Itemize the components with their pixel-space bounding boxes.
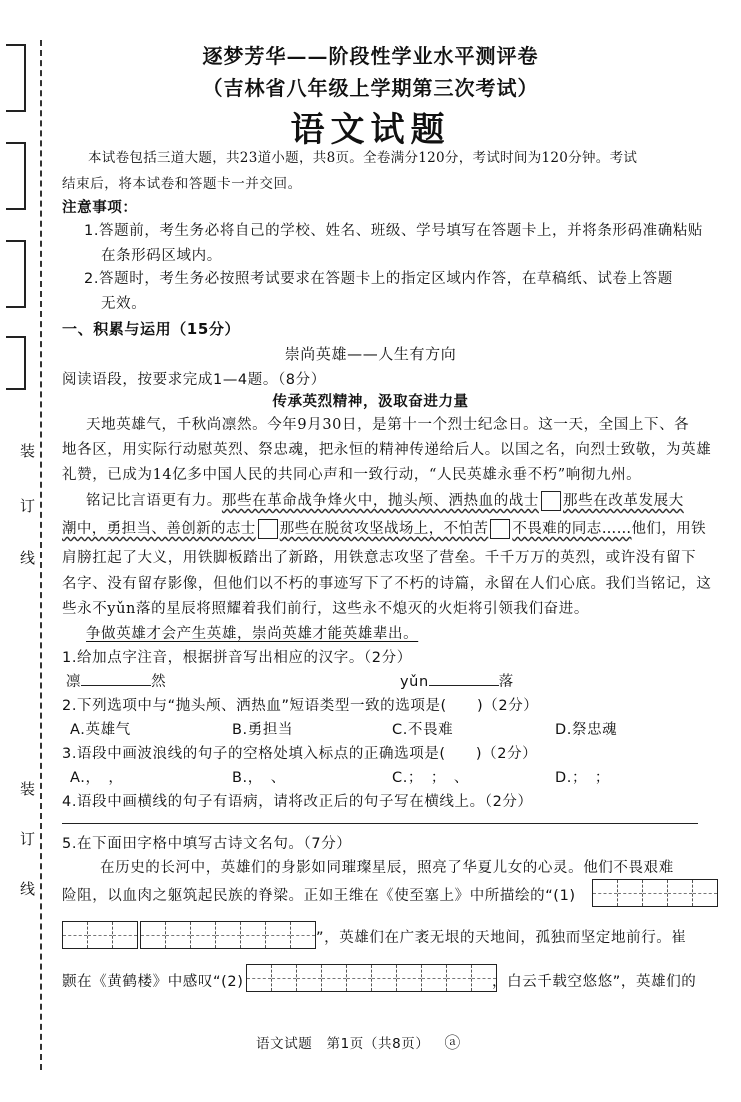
- grid-cell[interactable]: [272, 965, 297, 991]
- passage-line: 礼赞，已成为14亿多中国人民的共同心声和一致行动，“人民英雄永垂不朽”响彻九州。: [62, 467, 642, 483]
- blank-box: [490, 519, 510, 539]
- passage-line: 地各区，用实际行动慰英烈、祭忠魂，把永恒的精神传递给后人。以国之名，向烈士致敬，为英雄: [62, 442, 712, 458]
- blank-box: [258, 519, 278, 539]
- q5-text-line: 险阻，以血肉之躯筑起民族的脊梁。正如王维在《使至塞上》中所描绘的“(1): [62, 888, 576, 904]
- grid-cell[interactable]: [291, 922, 315, 948]
- binding-bracket: [6, 142, 26, 210]
- passage-line: 肩膀扛起了大义，用铁脚板踏出了新路，用铁意志攻坚了营垒。千千万万的英烈，或许没有留下: [62, 550, 697, 566]
- q1-item-b-pinyin: yǔn: [400, 674, 429, 690]
- passage-title: 传承英烈精神，汲取奋进力量: [272, 394, 469, 410]
- intro-line: 本试卷包括三道大题，共23道小题，共8页。全卷满分120分，考试时间为120分钟。考试: [88, 150, 638, 166]
- reading-instruction: 阅读语段，按要求完成1—4题。（8分）: [62, 372, 326, 388]
- page-title: 语文试题: [290, 110, 451, 150]
- grid-cell[interactable]: [216, 922, 241, 948]
- passage-text: 铭记比言语更有力。: [86, 493, 222, 509]
- page-footer: [256, 1030, 461, 1053]
- q3-option: A.， ，: [70, 770, 124, 786]
- passage-line: 些永不yǔn落的星辰将照耀着我们前行，这些永不熄灭的火炬将引领我们奋进。: [62, 601, 589, 617]
- theme-title: 崇尚英雄——人生有方向: [284, 345, 457, 363]
- grid-cell[interactable]: [322, 965, 347, 991]
- tianzige-grid[interactable]: [140, 921, 316, 949]
- grid-cell[interactable]: [347, 965, 372, 991]
- grid-cell[interactable]: [141, 922, 166, 948]
- q1-item-a: 凛: [66, 674, 82, 690]
- question-5: 5.在下面田字格中填写古诗文名句。（7分）: [62, 836, 352, 852]
- exam-subtitle: （吉林省八年级上学期第三次考试）: [202, 76, 539, 100]
- grid-cell[interactable]: [593, 880, 618, 906]
- passage-line: [86, 489, 684, 511]
- passage-line: 名字、没有留存影像，但他们以不朽的事迹写下了不朽的诗篇，永留在人们心底。我们当铭记，这: [62, 576, 712, 592]
- grid-cell[interactable]: [113, 922, 137, 948]
- grid-cell[interactable]: [422, 965, 447, 991]
- answer-blank[interactable]: [81, 671, 151, 686]
- tianzige-grid[interactable]: [592, 879, 718, 907]
- passage-line: 天地英雄气，千秋尚凛然。今年9月30日，是第十一个烈士纪念日。这一天，全国上下、各: [86, 417, 690, 433]
- grid-cell[interactable]: [266, 922, 291, 948]
- q5-text-line: 颢在《黄鹤楼》中感叹“(2): [62, 974, 244, 990]
- q1-item-b-suffix: 落: [498, 674, 514, 690]
- binding-char: 线: [20, 549, 36, 567]
- intro-line: 结束后，将本试卷和答题卡一并交回。: [62, 176, 302, 192]
- grid-cell[interactable]: [693, 880, 717, 906]
- grid-cell[interactable]: [668, 880, 693, 906]
- q2-option: B.勇担当: [232, 722, 294, 738]
- wavy-sentence: 不畏难的同志……: [512, 521, 632, 537]
- q1-item-a-suffix: 然: [151, 674, 167, 690]
- section-heading: 一、积累与运用（15分）: [62, 320, 241, 338]
- footer-mark: ⓐ: [444, 1033, 461, 1052]
- exam-series-title: 逐梦芳华——阶段性学业水平测评卷: [202, 44, 539, 68]
- wavy-sentence: 那些在改革发展大: [563, 493, 684, 509]
- q3-option: C.； ； 、: [392, 770, 469, 786]
- question-4: 4.语段中画横线的句子有语病，请将改正后的句子写在横线上。（2分）: [62, 794, 533, 810]
- notes-heading: 注意事项：: [62, 200, 138, 216]
- grid-cell[interactable]: [397, 965, 422, 991]
- binding-char: 线: [20, 880, 36, 898]
- grid-cell[interactable]: [447, 965, 472, 991]
- binding-char: 装: [20, 442, 36, 460]
- wavy-sentence: 潮中，勇担当、善创新的志士: [62, 521, 256, 537]
- note-item: 1.答题前，考生务必将自己的学校、姓名、班级、学号填写在答题卡上，并将条形码准确粘贴: [84, 223, 704, 239]
- grid-cell[interactable]: [372, 965, 397, 991]
- answer-line[interactable]: [62, 823, 698, 824]
- grid-cell[interactable]: [241, 922, 266, 948]
- q5-text-line: 在历史的长河中，英雄们的身影如同璀璨星辰，照亮了华夏儿女的心灵。他们不畏艰难: [100, 860, 674, 876]
- question-2: 2.下列选项中与“抛头颅、洒热血”短语类型一致的选项是( )（2分）: [62, 698, 539, 714]
- answer-blank[interactable]: [429, 671, 499, 686]
- grid-cell[interactable]: [88, 922, 113, 948]
- binding-char: 装: [20, 780, 36, 798]
- note-item: 2.答题时，考生务必按照考试要求在答题卡上的指定区域内作答，在草稿纸、试卷上答题: [84, 271, 673, 287]
- note-item: 无效。: [101, 296, 147, 312]
- q5-text-line: ，白云千载空悠悠”，英雄们的: [492, 974, 697, 990]
- footer-text: 语文试题 第1页（共8页）: [256, 1036, 430, 1052]
- binding-char: 订: [20, 497, 36, 515]
- wavy-sentence: 那些在脱贫攻坚战场上，不怕苦: [279, 521, 489, 537]
- grid-cell[interactable]: [63, 922, 88, 948]
- underlined-sentence: 争做英雄才会产生英雄，崇尚英雄才能英雄辈出。: [86, 626, 419, 642]
- grid-cell[interactable]: [166, 922, 191, 948]
- q2-option: C.不畏难: [392, 722, 454, 738]
- question-3: 3.语段中画波浪线的句子的空格处填入标点的正确选项是( )（2分）: [62, 746, 538, 762]
- binding-dashed-line: [40, 40, 42, 1070]
- q1-answer-row: [400, 670, 514, 691]
- grid-cell[interactable]: [643, 880, 668, 906]
- grid-cell[interactable]: [191, 922, 216, 948]
- binding-char: 订: [20, 830, 36, 848]
- tianzige-grid[interactable]: [62, 921, 138, 949]
- blank-box: [541, 491, 561, 511]
- q2-option: D.祭忠魂: [555, 722, 618, 738]
- binding-bracket: [6, 240, 26, 308]
- q2-option: A.英雄气: [70, 722, 131, 738]
- q5-text-line: ”，英雄们在广袤无垠的天地间，孤独而坚定地前行。崔: [316, 930, 687, 946]
- question-1: 1.给加点字注音，根据拼音写出相应的汉字。（2分）: [62, 650, 412, 666]
- passage-text: 他们，用铁: [631, 521, 707, 537]
- q1-answer-row: [66, 670, 166, 691]
- q3-option: B.， 、: [232, 770, 286, 786]
- grid-cell[interactable]: [247, 965, 272, 991]
- tianzige-grid[interactable]: [246, 964, 497, 992]
- grid-cell[interactable]: [297, 965, 322, 991]
- q3-option: D.； ；: [555, 770, 611, 786]
- passage-line: [62, 517, 706, 539]
- note-item: 在条形码区域内。: [101, 248, 222, 264]
- wavy-sentence: 那些在革命战争烽火中，抛头颅、洒热血的战士: [221, 493, 540, 509]
- grid-cell[interactable]: [618, 880, 643, 906]
